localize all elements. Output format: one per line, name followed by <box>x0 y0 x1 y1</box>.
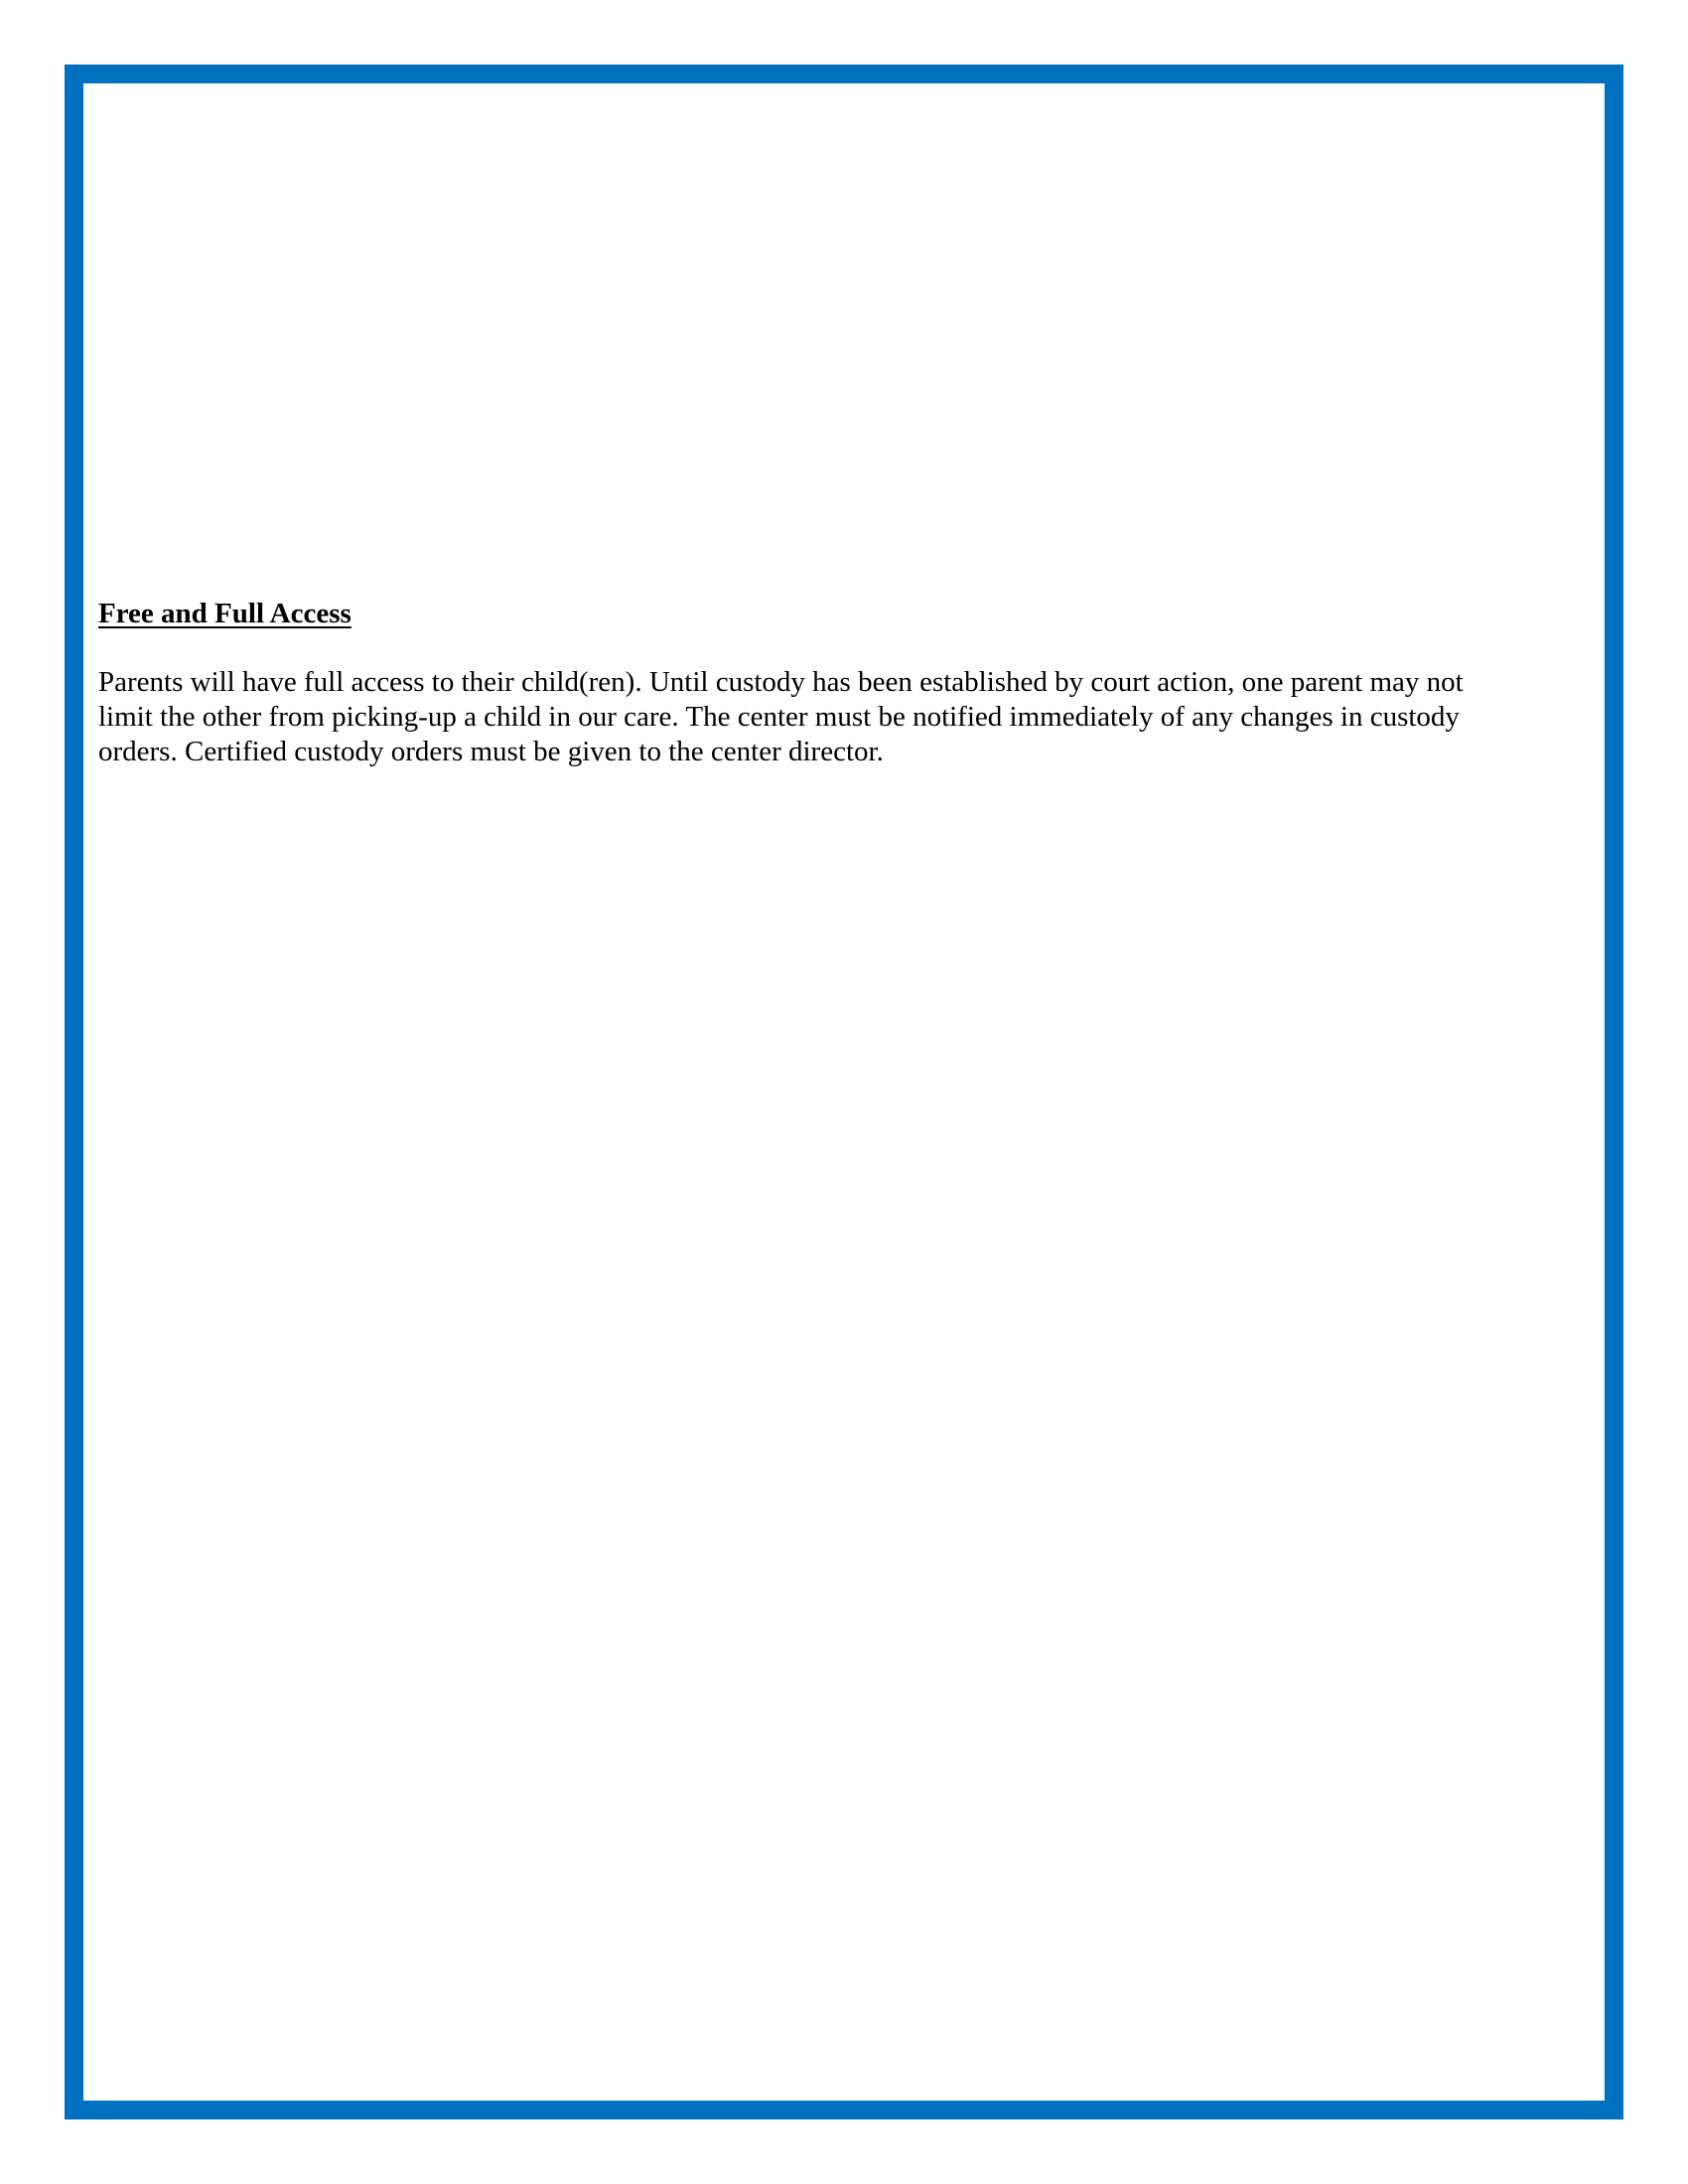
paragraph-line: limit the other from picking-up a child in our care. The center must be notified immediately of any changes in custody <box>98 701 1460 733</box>
paragraph-line: orders. Certified custody orders must be given to the center director. <box>98 736 884 767</box>
section-paragraph <box>98 665 1558 769</box>
page-border <box>65 65 1623 2119</box>
paragraph-line: Parents will have full access to their child(ren). Until custody has been established by court action, one parent may not <box>98 666 1464 698</box>
section-heading: Free and Full Access <box>98 598 352 629</box>
document-content <box>98 596 1588 769</box>
